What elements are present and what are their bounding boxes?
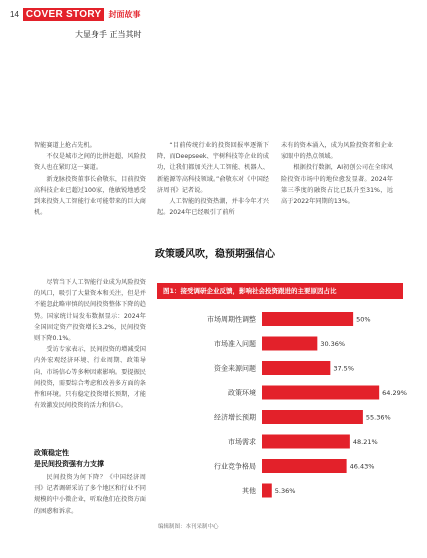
bar [262,435,350,449]
value-label: 48.21% [352,438,378,446]
chart-plot [157,299,407,513]
body-text-2 [34,472,146,517]
chart-title: 图1：接受调研企业反馈，影响社会投资跟进的主要原因占比 [157,283,403,299]
credit-line: 编辑制图：本刊采制中心 [158,524,219,530]
category-label: 政策环境 [228,389,256,397]
paragraph: 受访专家表示，民间投资的增减受国内外宏观经济环境、行业周期、政策导向、市场信心等多种因素影响。要提振民间投资，需要综合考虑和改善多方面的条件和环境。只有稳定投资增长预期，才能有效激发民间投资的活力和信心。 [34,346,146,410]
section-title: 政策暖风吹，稳预期强信心 [155,249,275,260]
paragraph: 未有的资本涌入，成为风险投资者和企业家眼中的热点领域。 [281,142,393,161]
bar [262,484,272,498]
category-label: 行业竞争格局 [214,462,256,471]
paragraph: 智能赛道上抢占先机。 [34,142,96,149]
section-label: COVER STORY [23,8,105,21]
bar [262,312,353,326]
section-sublabel: 封面故事 [108,8,141,19]
bar [262,361,330,375]
category-label: 其他 [242,487,256,495]
paragraph: 根据投行数据，AI初创公司在全球风险投资市场中的地位愈发显著。2024年第三季度的融资占比已跃升至31%，远高于2022年同期的13%。 [281,164,393,206]
paragraph: “目前传统行业的投资回报率逐渐下降，而Deepseek、宇树科技等企业的成功，让我们都加关注人工智能、机器人、新能源等高科技领域。”俞敬东对《中国经济周刊》记者说。 [157,142,269,194]
value-label: 37.5% [333,364,354,373]
category-label: 市场准入问题 [214,340,256,348]
paragraph: 尽管当下人工智能行业成为风险投资的风口，吸引了大量资本和关注，但是并不能忽此略审慎的民间投资整体下降的趋势。国家统计局发布数据显示：2024年全国固定资产投资增长3.2%，民间投资则下降0.1%。 [34,279,146,343]
category-label: 资金来源问题 [214,364,256,373]
text-column-2 [157,140,269,218]
bar [262,410,363,424]
bar-chart [157,283,407,515]
bar [262,459,347,473]
value-label: 30.36% [320,340,346,348]
category-label: 经济增长预期 [214,413,256,422]
headline: 大显身手 正当其时 [75,30,142,39]
text-column-1 [34,140,146,218]
paragraph: 人工智能的投资热潮，并非今年才兴起。2024年已经吸引了前所 [157,198,269,217]
value-label: 64.29% [382,389,407,397]
body-text-1 [34,277,146,411]
bar [262,337,317,351]
category-label: 市场周期性调整 [207,315,256,324]
value-label: 46.43% [349,462,375,471]
subheading: 政策稳定性 是民间投资强有力支撑 [34,449,104,468]
paragraph: 不仅是城市之间的比拼赶超，风险投资人也在紧盯这一赛道。 [34,153,146,172]
category-label: 市场需求 [228,438,256,446]
text-column-3 [281,140,393,207]
page-header [10,4,140,24]
paragraph: 民间投资为何下降？《中国经济周刊》记者调研采访了多个地区和行业不同规模的中小微企业，听取他们在投资方面的困惑和诉求。 [34,474,146,515]
bar [262,386,379,400]
value-label: 50% [356,315,371,324]
value-label: 55.36% [365,413,391,422]
page-number: 14 [10,9,19,19]
paragraph: 新龙脉投资董事长俞敬东，目前投资高科技企业已超过100家，他敏锐地感受到来投资人工智能行业可能带来的巨大商机。 [34,175,146,217]
value-label: 5.36% [274,487,296,495]
